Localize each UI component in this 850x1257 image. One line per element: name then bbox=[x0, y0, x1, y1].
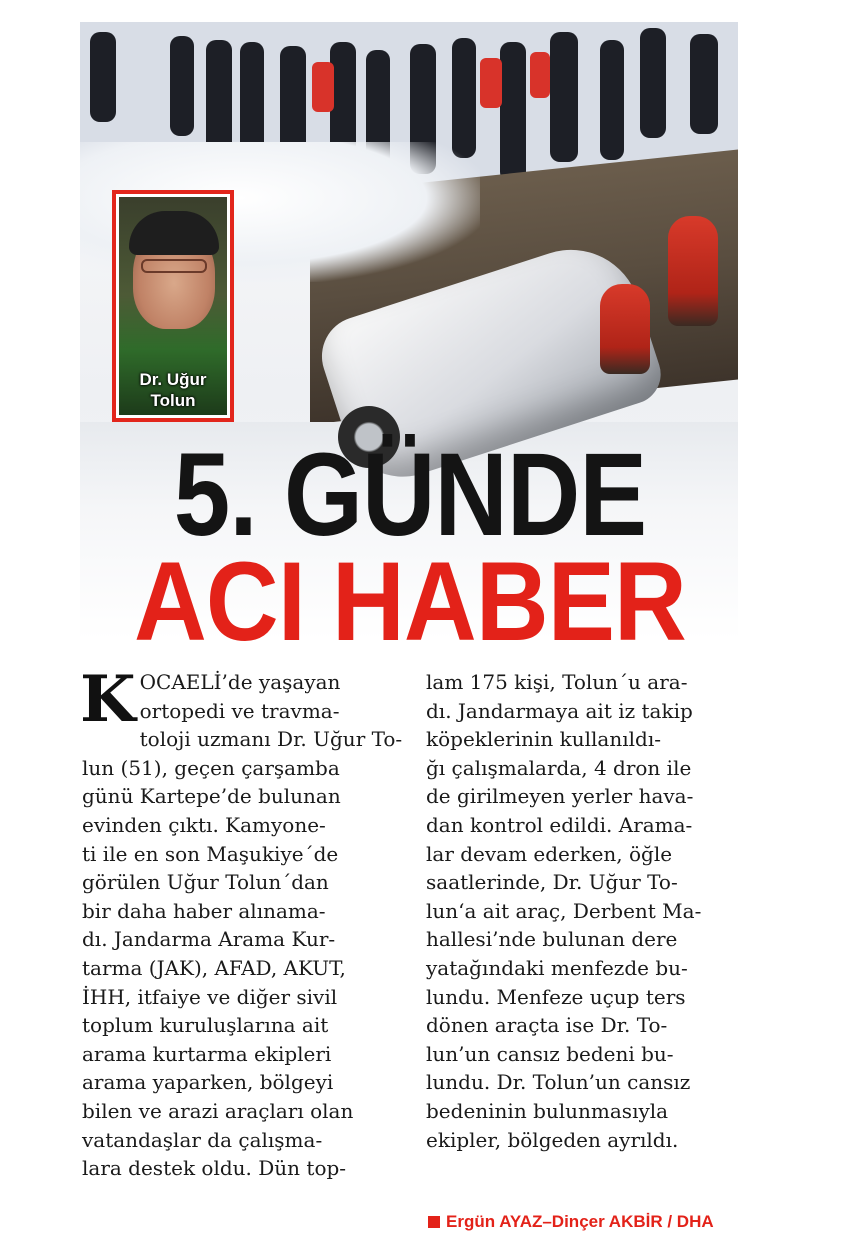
article-line: dı. Jandarmaya ait iz takip bbox=[426, 698, 693, 723]
article-line: ğı çalışmalarda, 4 dron ile bbox=[426, 755, 692, 780]
inset-caption-line2: Tolun bbox=[150, 391, 196, 410]
article-line: bilen ve arazi araçları olan bbox=[82, 1098, 354, 1123]
byline-text: Ergün AYAZ–Dinçer AKBİR / DHA bbox=[446, 1212, 714, 1231]
article-line: İHH, itfaiye ve diğer sivil bbox=[82, 984, 338, 1009]
byline-square-icon bbox=[428, 1216, 440, 1228]
article-line: günü Kartepe’de bulunan bbox=[82, 784, 341, 809]
article-line: tarma (JAK), AFAD, AKUT, bbox=[82, 955, 346, 980]
article-line: ortopedi ve travma- bbox=[139, 698, 340, 723]
article-line: bedeninin bulunmasıyla bbox=[426, 1098, 669, 1123]
article-line: vatandaşlar da çalışma- bbox=[82, 1127, 323, 1152]
article-line: arama yaparken, bölgeyi bbox=[82, 1070, 334, 1095]
article-line: arama kurtarma ekipleri bbox=[82, 1041, 332, 1066]
article-line: lun’un cansız bedeni bu- bbox=[426, 1041, 674, 1066]
article-line: lara destek oldu. Dün top- bbox=[82, 1156, 347, 1181]
portrait-photo bbox=[119, 197, 227, 415]
drop-cap: K bbox=[80, 662, 136, 737]
article-line: lam 175 kişi, Tolun´u ara- bbox=[426, 670, 688, 694]
article-line: görülen Uğur Tolun´dan bbox=[82, 870, 329, 895]
article-line: de girilmeyen yerler hava- bbox=[426, 784, 694, 809]
article-line: ti ile en son Maşukiye´de bbox=[82, 841, 339, 866]
article-column-1 bbox=[80, 662, 404, 1183]
article-line: hallesi’nde bulunan dere bbox=[426, 927, 678, 952]
article-line: yatağındaki menfezde bu- bbox=[426, 955, 688, 980]
headline-line1: 5. GÜNDE bbox=[173, 429, 647, 561]
rescuer-figure bbox=[600, 284, 650, 374]
article-line: toplum kuruluşlarına ait bbox=[82, 1013, 329, 1038]
portrait-glasses bbox=[141, 259, 207, 273]
article-line: saatlerinde, Dr. Uğur To- bbox=[426, 870, 678, 895]
article-line: lun‘a ait araç, Derbent Ma- bbox=[426, 898, 702, 923]
article-line: lundu. Dr. Tolun’un cansız bbox=[426, 1070, 691, 1095]
inset-caption-line1: Dr. Uğur bbox=[139, 370, 207, 389]
article-column-2 bbox=[426, 668, 746, 1154]
portrait-hat bbox=[129, 211, 219, 255]
article-line: lun (51), geçen çarşamba bbox=[82, 755, 340, 780]
article-line: lundu. Menfeze uçup ters bbox=[426, 984, 686, 1009]
headline-line2: ACI HABER bbox=[134, 539, 686, 664]
inset-portrait bbox=[112, 190, 234, 422]
article-line: dan kontrol edildi. Arama- bbox=[426, 812, 693, 837]
article-line: ekipler, bölgeden ayrıldı. bbox=[426, 1127, 679, 1152]
article-line: toloji uzmanı Dr. Uğur To- bbox=[139, 727, 403, 752]
inset-caption bbox=[119, 369, 227, 411]
article-line: dı. Jandarma Arama Kur- bbox=[82, 927, 336, 952]
article-line: OCAELİ’de yaşayan bbox=[139, 670, 341, 694]
article-line: köpeklerinin kullanıldı- bbox=[426, 727, 661, 752]
article-line: dönen araçta ise Dr. To- bbox=[426, 1013, 668, 1038]
article-line: lar devam ederken, öğle bbox=[426, 841, 673, 866]
byline bbox=[428, 1212, 714, 1232]
rescuer-figure bbox=[668, 216, 718, 326]
article-line: evinden çıktı. Kamyone- bbox=[82, 812, 326, 837]
article-line: bir daha haber alınama- bbox=[82, 898, 326, 923]
